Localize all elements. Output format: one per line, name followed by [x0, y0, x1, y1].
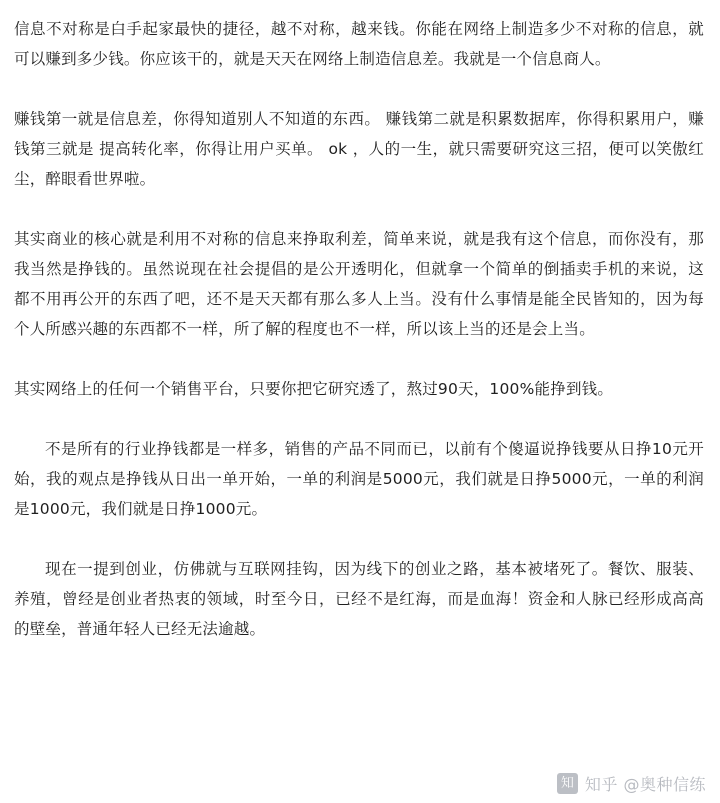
watermark-text: 知乎 @奥种信练: [584, 775, 706, 794]
paragraph-1: 信息不对称是白手起家最快的捷径，越不对称，越来钱。你能在网络上制造多少不对称的信息，就可以赚到多少钱。你应该干的，就是天天在网络上制造信息差。我就是一个信息商人。: [14, 20, 704, 68]
paragraph-6: 现在一提到创业，仿佛就与互联网挂钩，因为线下的创业之路，基本被堵死了。餐饮、服装、养殖，曾经是创业者热衷的领域，时至今日，已经不是红海，而是血海！资金和人脉已经形成高高的壁垒，普通年轻人已经无法逾越。: [14, 560, 704, 638]
paragraph-2: 赚钱第一就是信息差，你得知道别人不知道的东西。 赚钱第二就是积累数据库，你得积累用户，赚钱第三就是 提高转化率，你得让用户买单。 ok ，人的一生，就只需要研究这三招，便可以笑傲红尘，醉眼看世界啦。: [14, 110, 704, 188]
zhihu-logo-icon: 知: [557, 773, 578, 794]
paragraph-4: 其实网络上的任何一个销售平台，只要你把它研究透了，熬过90天，100%能挣到钱。: [14, 380, 614, 398]
paragraph-5: 不是所有的行业挣钱都是一样多，销售的产品不同而已，以前有个傻逼说挣钱要从日挣10元开始，我的观点是挣钱从日出一单开始，一单的利润是5000元，我们就是日挣5000元，一单的利润是1000元，我们就是日挣1000元。: [14, 440, 704, 518]
watermark: [557, 772, 706, 795]
paragraph-3: 其实商业的核心就是利用不对称的信息来挣取利差，简单来说，就是我有这个信息，而你没有，那我当然是挣钱的。虽然说现在社会提倡的是公开透明化，但就拿一个简单的倒插卖手机的来说，这都不用再公开的东西了吧，还不是天天都有那么多人上当。没有什么事情是能全民皆知的，因为每个人所感兴趣的东西都不一样，所了解的程度也不一样，所以该上当的还是会上当。: [14, 230, 704, 338]
